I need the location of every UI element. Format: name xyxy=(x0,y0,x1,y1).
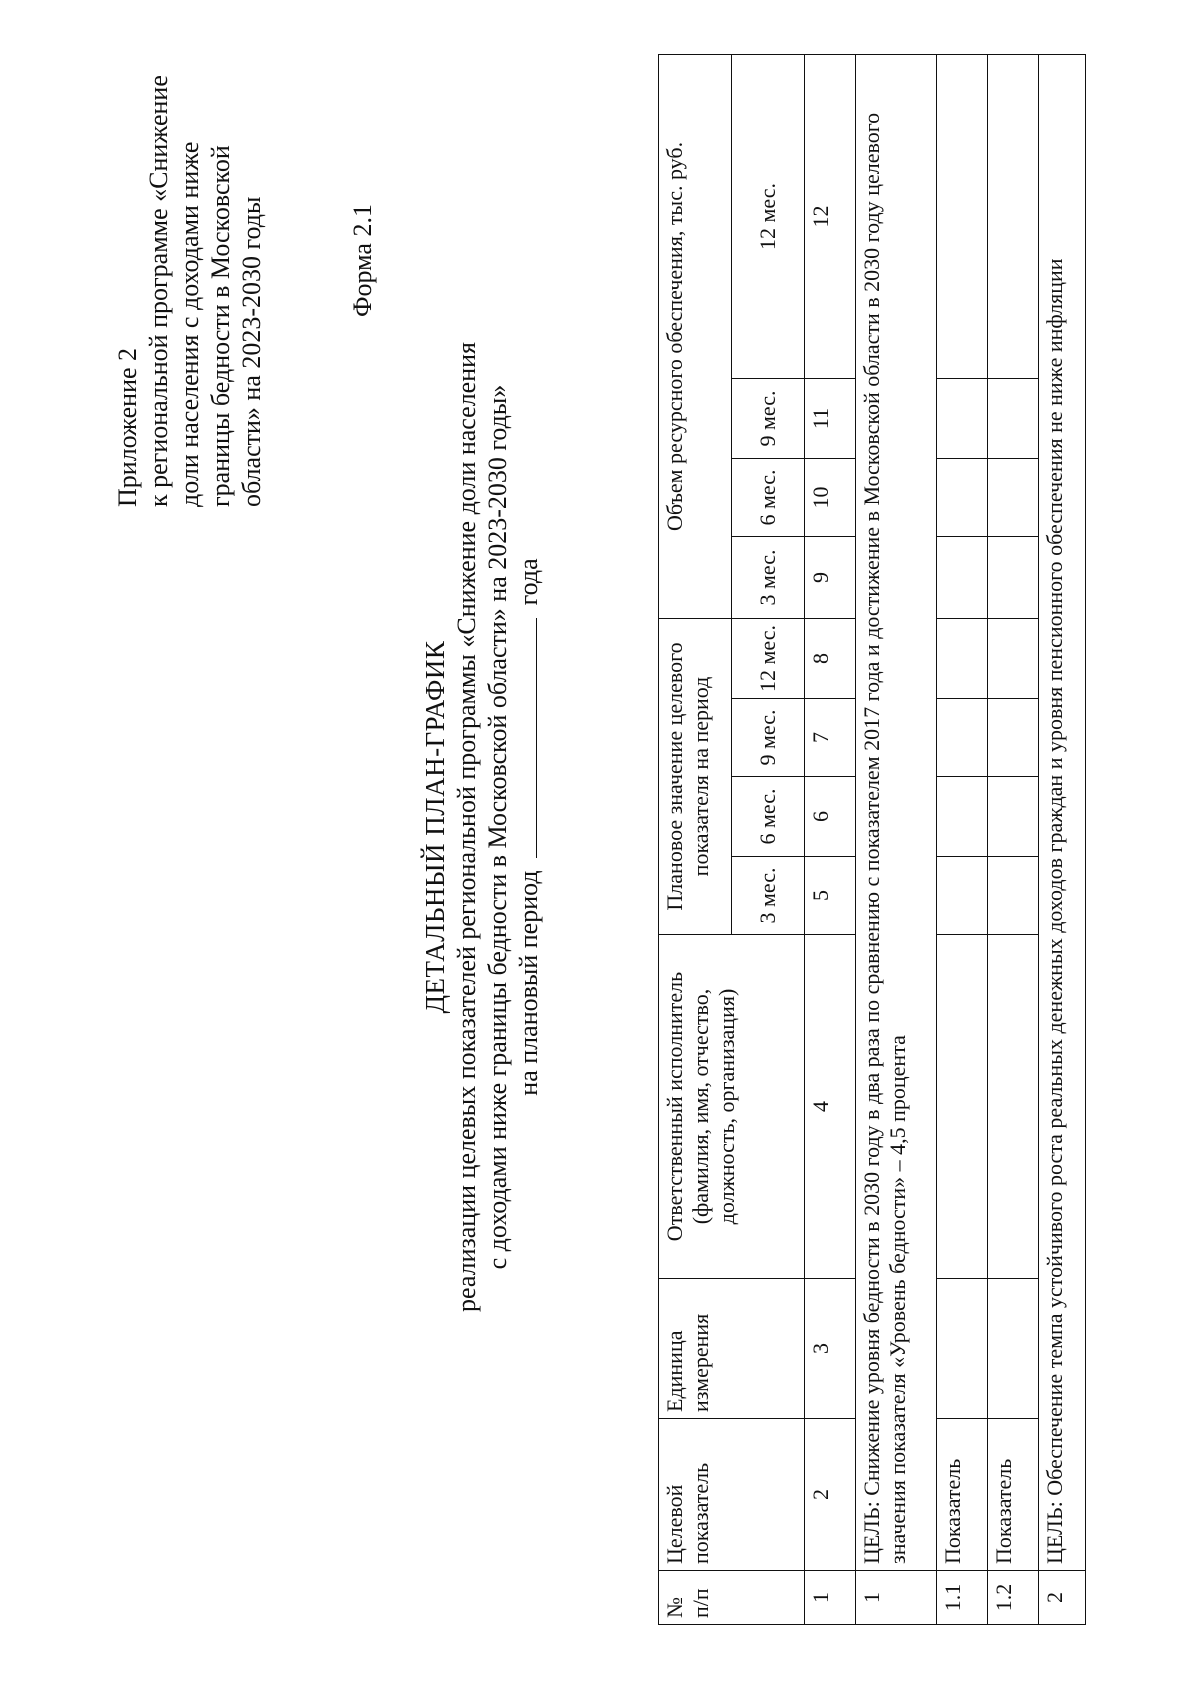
plan-table xyxy=(658,54,1086,1625)
indicator-name: Показатель xyxy=(988,1419,1039,1571)
header-unit: Единица измерения xyxy=(659,1279,805,1419)
appendix-header xyxy=(112,47,267,507)
row-number: 1.1 xyxy=(937,1571,988,1625)
table-cell xyxy=(988,699,1039,777)
table-cell xyxy=(988,618,1039,698)
column-number: 6 xyxy=(805,777,856,857)
table-cell xyxy=(988,935,1039,1279)
header-resource: Объем ресурсного обеспечения, тыс. руб. xyxy=(659,54,732,618)
goal-row xyxy=(856,54,937,1624)
table-cell xyxy=(937,618,988,698)
table-cell xyxy=(988,378,1039,458)
header-num: № п/п xyxy=(659,1571,805,1625)
title-main: ДЕТАЛЬНЫЙ ПЛАН-ГРАФИК xyxy=(420,640,450,1014)
header-planned: Плановое значение целевого показателя на период xyxy=(659,618,732,934)
period-blank-line xyxy=(514,618,537,858)
title-line: реализации целевых показателей региональной программы «Снижение доли населения xyxy=(452,341,481,1313)
period-header: 6 мес. xyxy=(732,458,805,536)
row-number: 1.2 xyxy=(988,1571,1039,1625)
title-period xyxy=(513,257,544,1397)
row-number: 1 xyxy=(856,1571,937,1625)
period-header: 12 мес. xyxy=(732,54,805,378)
form-label: Форма 2.1 xyxy=(348,204,377,317)
appendix-line: Приложение 2 xyxy=(113,347,142,507)
title-line: с доходами ниже границы бедности в Московской области» на 2023-2030 годы» xyxy=(483,384,512,1270)
period-prefix: на плановый период xyxy=(514,870,543,1096)
appendix-line: границы бедности в Московской xyxy=(206,145,235,507)
table-cell xyxy=(937,777,988,857)
appendix-line: доли населения с доходами ниже xyxy=(175,141,204,507)
table-cell xyxy=(937,935,988,1279)
indicator-row xyxy=(988,54,1039,1624)
column-number: 3 xyxy=(805,1279,856,1419)
column-number: 8 xyxy=(805,618,856,698)
table-cell xyxy=(937,699,988,777)
goal-row xyxy=(1039,54,1086,1624)
table-cell xyxy=(937,458,988,536)
table-cell xyxy=(937,857,988,935)
table-cell xyxy=(937,54,988,378)
header-responsible: Ответственный исполнитель (фамилия, имя, отчество, должность, организация) xyxy=(659,935,805,1279)
row-number: 2 xyxy=(1039,1571,1086,1625)
goal-text: ЦЕЛЬ: Снижение уровня бедности в 2030 году в два раза по сравнению с показателем 2017 года и достижение в Московской области в 2030 году целевого значения показателя «Уровень бедности» – 4,5 процента xyxy=(856,54,937,1570)
table-cell xyxy=(988,536,1039,618)
indicator-row xyxy=(937,54,988,1624)
period-suffix: года xyxy=(514,558,543,606)
period-header: 6 мес. xyxy=(732,777,805,857)
header-indicator: Целевой показатель xyxy=(659,1419,805,1571)
column-number: 9 xyxy=(805,536,856,618)
column-number: 5 xyxy=(805,857,856,935)
column-number: 10 xyxy=(805,458,856,536)
table-cell xyxy=(937,1279,988,1419)
period-header: 3 мес. xyxy=(732,857,805,935)
table-cell xyxy=(988,857,1039,935)
period-header: 3 мес. xyxy=(732,536,805,618)
period-header: 12 мес. xyxy=(732,618,805,698)
table-cell xyxy=(988,54,1039,378)
period-header: 9 мес. xyxy=(732,699,805,777)
column-number: 11 xyxy=(805,378,856,458)
appendix-line: области» на 2023-2030 годы xyxy=(237,196,266,507)
period-header: 9 мес. xyxy=(732,378,805,458)
table-cell xyxy=(988,1279,1039,1419)
column-number-row xyxy=(805,54,856,1624)
header-row xyxy=(659,54,732,1624)
column-number: 7 xyxy=(805,699,856,777)
column-number: 1 xyxy=(805,1571,856,1625)
indicator-name: Показатель xyxy=(937,1419,988,1571)
goal-text: ЦЕЛЬ: Обеспечение темпа устойчивого роста реальных денежных доходов граждан и уровня пенсионного обеспечения не ниже инфляции xyxy=(1039,54,1086,1570)
table-cell xyxy=(937,536,988,618)
appendix-line: к региональной программе «Снижение xyxy=(144,75,173,507)
table-cell xyxy=(988,458,1039,536)
document-title xyxy=(420,257,544,1397)
column-number: 2 xyxy=(805,1419,856,1571)
column-number: 12 xyxy=(805,54,856,378)
column-number: 4 xyxy=(805,935,856,1279)
table-cell xyxy=(988,777,1039,857)
table-cell xyxy=(937,378,988,458)
